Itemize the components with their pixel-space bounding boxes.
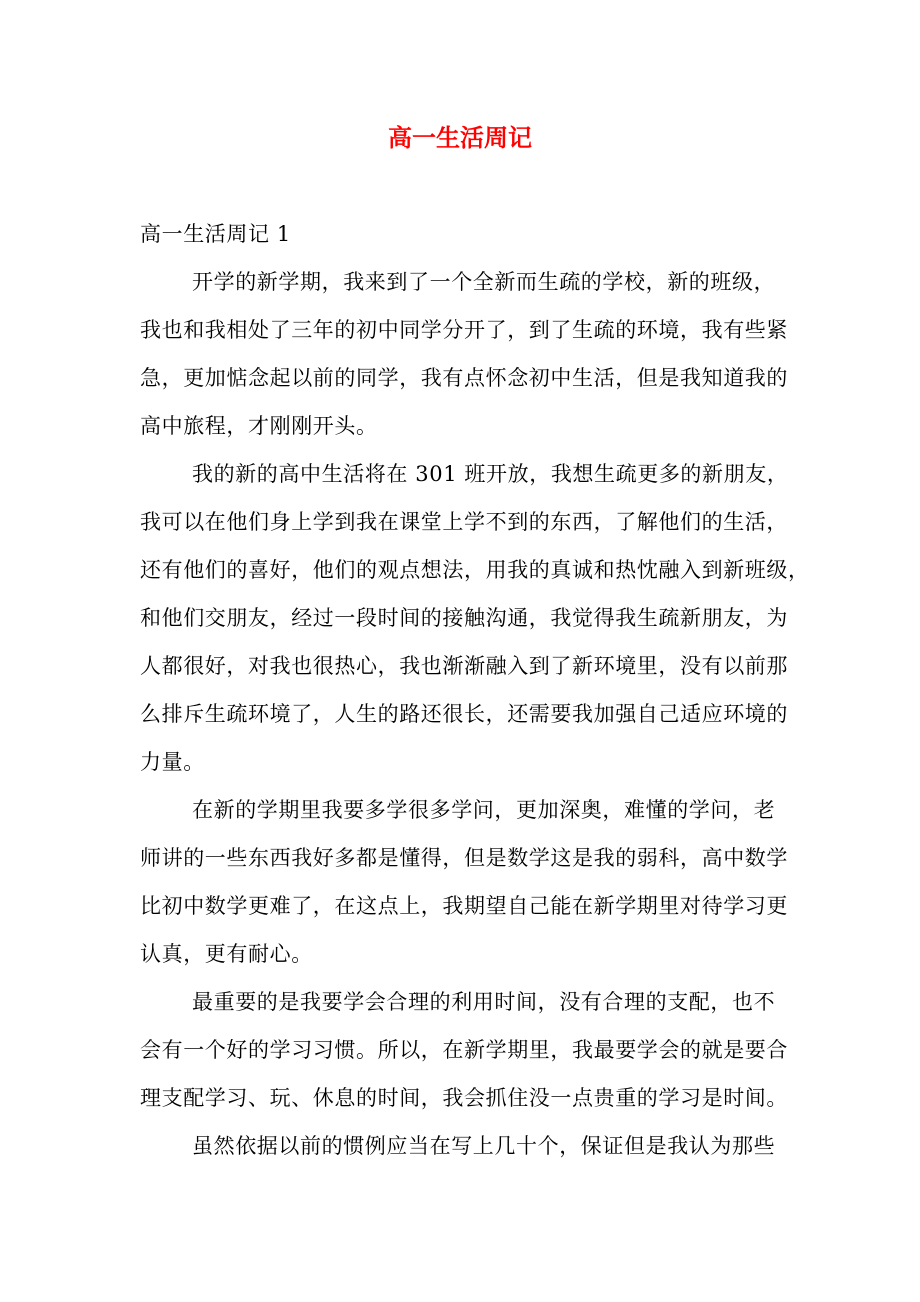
paragraph-line: 会有一个好的学习习惯。所以，在新学期里，我最要学会的就是要合: [140, 1038, 788, 1062]
paragraph-line: 最重要的是我要学会合理的利用时间，没有合理的支配，也不: [192, 990, 776, 1014]
paragraph-line: 和他们交朋友，经过一段时间的接触沟通，我觉得我生疏新朋友，为: [140, 606, 788, 630]
paragraph: [140, 450, 810, 786]
paragraph-line: 人都很好，对我也很热心，我也渐渐融入到了新环境里，没有以前那: [140, 654, 788, 678]
paragraph-line: 虽然依据以前的惯例应当在写上几十个，保证但是我认为那些: [192, 1134, 776, 1158]
paragraph-line: 力量。: [140, 750, 205, 774]
paragraph-line: 认真，更有耐心。: [140, 942, 313, 966]
paragraph: [140, 978, 800, 1122]
paragraph-line: 我也和我相处了三年的初中同学分开了，到了生疏的环境，我有些紧: [140, 318, 788, 342]
paragraph-line: 我的新的高中生活将在 301 班开放，我想生疏更多的新朋友，: [192, 462, 789, 486]
paragraphs: [140, 258, 810, 1170]
paragraph-line: 还有他们的喜好，他们的观点想法，用我的真诚和热忱融入到新班级，: [140, 558, 810, 582]
paragraph: [140, 1122, 800, 1170]
paragraph-line: 我可以在他们身上学到我在课堂上学不到的东西，了解他们的生活，: [140, 510, 788, 534]
paragraph-line: 比初中数学更难了，在这点上，我期望自己能在新学期里对待学习更: [140, 894, 788, 918]
section-heading: 高一生活周记 1: [140, 222, 291, 246]
paragraph-line: 师讲的一些东西我好多都是懂得，但是数学这是我的弱科，高中数学: [140, 846, 788, 870]
paragraph-line: 高中旅程，才刚刚开头。: [140, 414, 378, 438]
paragraph: [140, 786, 800, 978]
paragraph-line: 急，更加惦念起以前的同学，我有点怀念初中生活，但是我知道我的: [140, 366, 788, 390]
paragraph-line: 在新的学期里我要多学很多学问，更加深奥，难懂的学问，老: [192, 798, 776, 822]
paragraph: [140, 258, 800, 450]
paragraph-line: 理支配学习、玩、休息的时间，我会抓住没一点贵重的学习是时间。: [140, 1086, 788, 1110]
paragraph-line: 么排斥生疏环境了，人生的路还很长，还需要我加强自己适应环境的: [140, 702, 788, 726]
document-body: [140, 210, 810, 1170]
paragraph-line: 开学的新学期，我来到了一个全新而生疏的学校，新的班级，: [192, 270, 776, 294]
document-title: 高一生活周记: [388, 123, 532, 152]
